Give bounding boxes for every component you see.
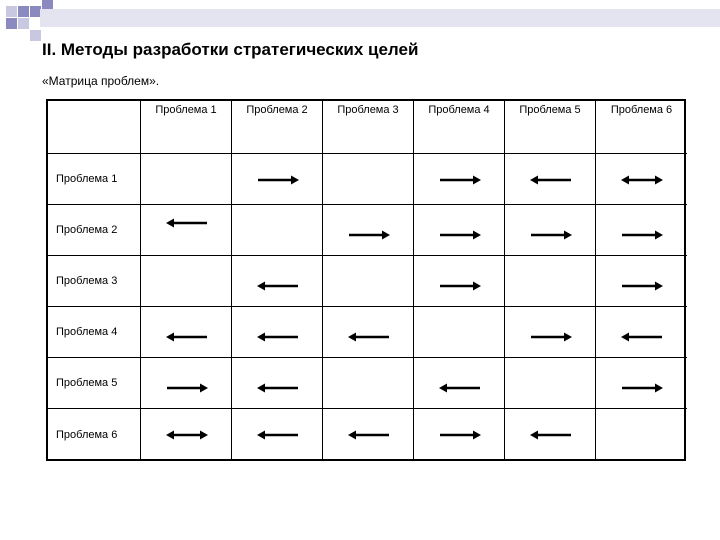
arrow-left-icon [257, 280, 299, 292]
column-header [596, 101, 687, 154]
arrow-right-icon [439, 174, 481, 186]
arrow-left-icon [530, 429, 572, 441]
matrix-cell-empty [505, 256, 596, 307]
matrix-cell-arrow [232, 358, 323, 409]
arrow-right-icon [439, 429, 481, 441]
matrix-cell-arrow [414, 409, 505, 460]
problem-matrix [46, 99, 686, 461]
arrow-right-icon [166, 382, 208, 394]
arrow-left-icon [166, 331, 208, 343]
matrix-cell-arrow [323, 205, 414, 256]
matrix-cell-empty [505, 358, 596, 409]
row-header [48, 154, 141, 205]
matrix-cell-empty [414, 307, 505, 358]
column-header [505, 101, 596, 154]
column-header-label: Проблема 2 [246, 104, 308, 116]
decoration-square [18, 18, 29, 29]
column-header-label: Проблема 1 [155, 104, 217, 116]
matrix-cell-arrow [596, 358, 687, 409]
matrix-cell-arrow [505, 154, 596, 205]
matrix-cell-arrow [323, 409, 414, 460]
column-header-label: Проблема 4 [428, 104, 490, 116]
decoration-square [6, 18, 17, 29]
row-header [48, 409, 141, 460]
row-header-label: Проблема 4 [56, 326, 118, 338]
arrow-right-icon [621, 229, 663, 241]
row-header-label: Проблема 1 [56, 173, 118, 185]
arrow-right-icon [530, 229, 572, 241]
matrix-cell-empty [323, 154, 414, 205]
row-header-label: Проблема 6 [56, 428, 118, 441]
row-header-label: Проблема 2 [56, 224, 118, 236]
matrix-cell-arrow [596, 205, 687, 256]
arrow-left-icon [439, 382, 481, 394]
row-header [48, 358, 141, 409]
row-header [48, 205, 141, 256]
decoration-square [6, 6, 17, 17]
matrix-cell-arrow [323, 307, 414, 358]
matrix-cell-empty [323, 358, 414, 409]
matrix-cell-arrow [505, 307, 596, 358]
row-header [48, 307, 141, 358]
arrow-left-icon [166, 217, 208, 229]
title-decoration [0, 0, 720, 38]
arrow-left-icon [348, 429, 390, 441]
matrix-corner-cell [48, 101, 141, 154]
matrix-cell-arrow [596, 307, 687, 358]
matrix-cell-arrow [414, 358, 505, 409]
double-arrow-icon [621, 174, 663, 186]
matrix-cell-arrow [505, 205, 596, 256]
double-arrow-icon [166, 429, 208, 441]
column-header-label: Проблема 5 [519, 104, 581, 116]
matrix-cell-arrow [232, 154, 323, 205]
column-header-label: Проблема 6 [610, 104, 673, 116]
matrix-cell-arrow [141, 307, 232, 358]
column-header [414, 101, 505, 154]
matrix-cell-arrow [414, 256, 505, 307]
arrow-left-icon [530, 174, 572, 186]
arrow-right-icon [530, 331, 572, 343]
matrix-cell-empty [141, 154, 232, 205]
arrow-left-icon [621, 331, 663, 343]
matrix-cell-empty [232, 205, 323, 256]
decoration-square [30, 30, 41, 41]
matrix-cell-arrow [596, 154, 687, 205]
arrow-right-icon [621, 280, 663, 292]
matrix-cell-arrow [232, 256, 323, 307]
matrix-cell-arrow [414, 154, 505, 205]
arrow-right-icon [439, 280, 481, 292]
arrow-left-icon [257, 382, 299, 394]
matrix-cell-arrow [141, 358, 232, 409]
arrow-left-icon [257, 429, 299, 441]
row-header-label: Проблема 5 [56, 377, 118, 389]
matrix-cell-arrow [414, 205, 505, 256]
matrix-cell-arrow [141, 409, 232, 460]
column-header-label: Проблема 3 [337, 104, 399, 116]
matrix-cell-arrow [232, 307, 323, 358]
arrow-right-icon [621, 382, 663, 394]
arrow-left-icon [257, 331, 299, 343]
slide-subtitle: «Матрица проблем». [42, 74, 160, 88]
matrix-cell-empty [596, 409, 687, 460]
column-header [323, 101, 414, 154]
matrix-cell-empty [141, 256, 232, 307]
decoration-square [18, 6, 29, 17]
column-header [232, 101, 323, 154]
arrow-right-icon [439, 229, 481, 241]
column-header [141, 101, 232, 154]
matrix-cell-arrow [596, 256, 687, 307]
matrix-cell-empty [323, 256, 414, 307]
matrix-cell-arrow [505, 409, 596, 460]
title-bar-decoration [40, 9, 720, 27]
matrix-cell-arrow [141, 205, 232, 256]
slide-title: II. Методы разработки стратегических целей [42, 40, 419, 59]
arrow-left-icon [348, 331, 390, 343]
arrow-right-icon [348, 229, 390, 241]
matrix-cell-arrow [232, 409, 323, 460]
row-header-label: Проблема 3 [56, 275, 118, 287]
arrow-right-icon [257, 174, 299, 186]
row-header [48, 256, 141, 307]
